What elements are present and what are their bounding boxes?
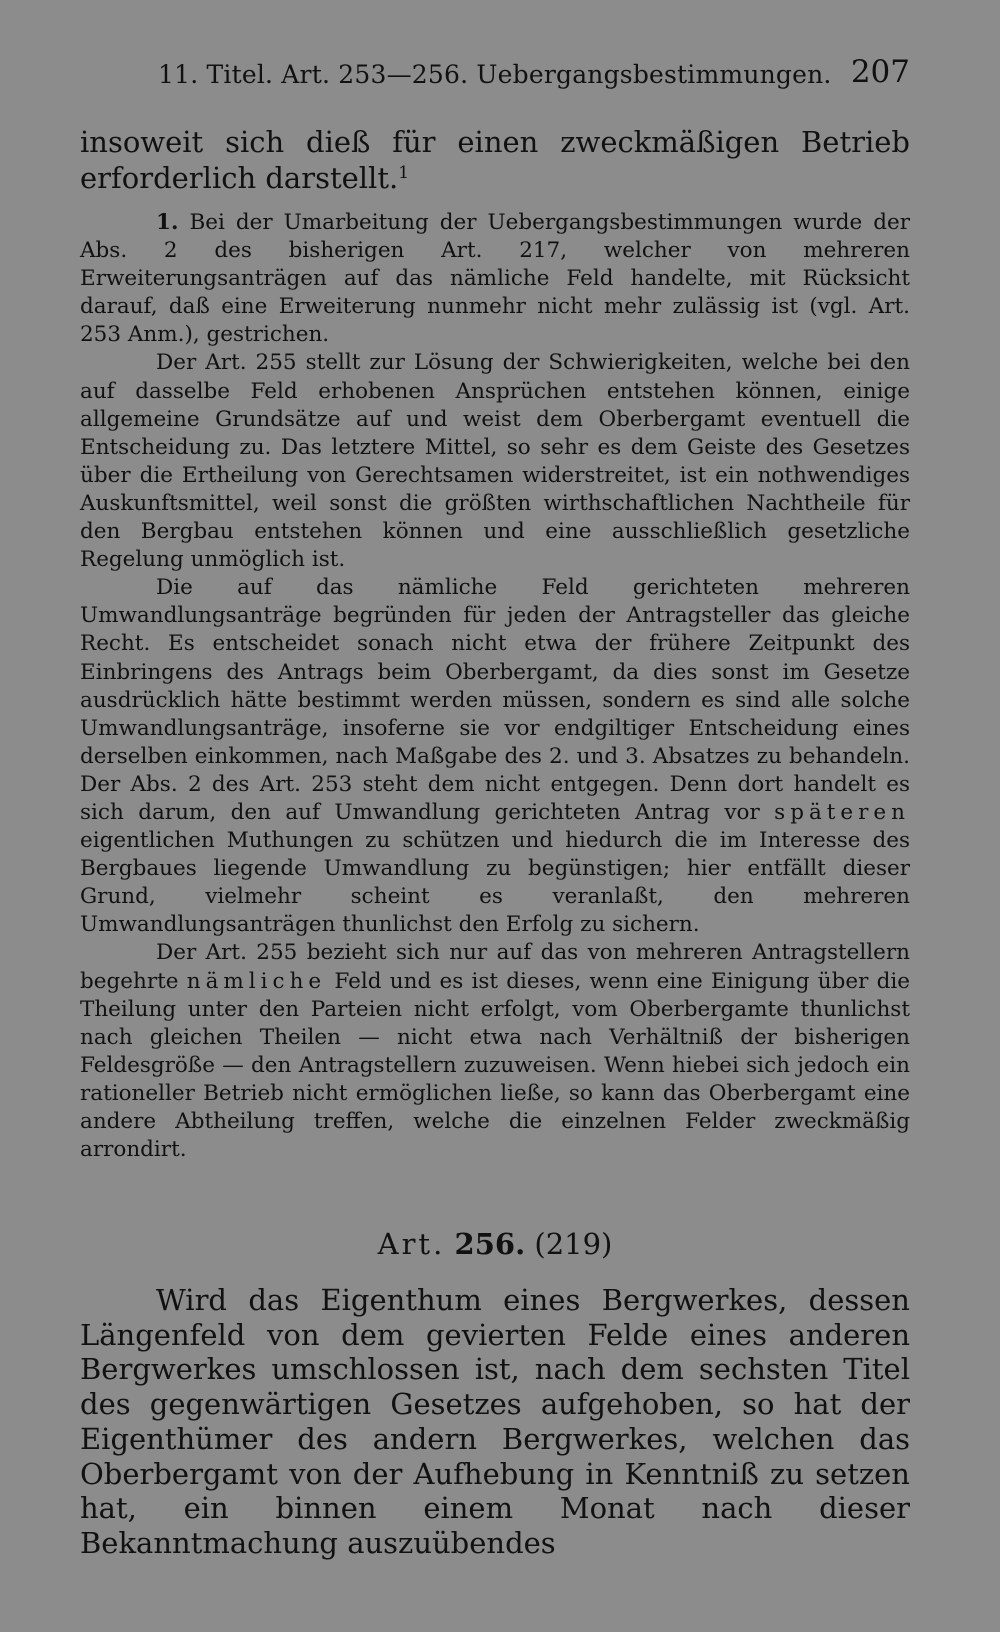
emphasized-word: nämliche — [186, 968, 327, 994]
article-paragraph: Wird das Eigenthum eines Bergwerkes, dessen Längenfeld von dem gevierten Felde eines anderen Bergwerkes umschlossen ist, nach dem sechsten Titel des gegenwärtigen Gesetzes aufgehoben, so hat der Eigenthümer des andern Bergwerkes, welchen das Oberbergamt von der Aufhebung in Kenntniß zu setzen hat, ein binnen einem Monat nach dieser Bekanntmachung auszuübendes — [80, 1283, 910, 1560]
note-paragraph — [80, 939, 910, 1164]
article-body — [80, 1283, 910, 1561]
page-number: 207 — [850, 54, 910, 90]
article-number: 256. — [454, 1227, 526, 1261]
article-reference: (219) — [534, 1227, 613, 1261]
note-paragraph — [80, 574, 910, 939]
running-head — [80, 52, 910, 92]
footnote-marker: 1 — [398, 163, 410, 183]
note-paragraph — [80, 209, 910, 349]
continued-paragraph — [80, 124, 910, 196]
article-heading — [80, 1226, 910, 1262]
note-text: Bei der Umarbeitung der Uebergangsbestimmungen wurde der Abs. 2 des bisherigen Art. 217, welcher von mehreren Erweiterungsanträgen auf das nämliche Feld handelte, mit Rücksicht darauf, daß eine Erweiterung nunmehr nicht mehr zulässig ist (vgl. Art. 253 Anm.), gestrichen. — [80, 210, 910, 348]
continued-paragraph-text: insoweit sich dieß für einen zweckmäßigen Betrieb erforderlich darstellt. — [80, 125, 910, 195]
note-text: Der Art. 255 bezieht sich nur auf das von mehreren Antragstellern begehrte — [80, 940, 910, 994]
note-number: 1. — [156, 210, 179, 235]
note-text: Feld und es ist dieses, wenn eine Einigung über die Theilung unter den Parteien nicht erfolgt, vom Oberbergamte thunlichst nach gleichen Theilen — nicht etwa nach Verhältniß der bisherigen Feldesgröße — den Antragstellern zuzuweisen. Wenn hiebei sich jedoch ein rationeller Betrieb nicht ermöglichen ließe, so kann das Oberbergamt eine andere Abtheilung treffen, welche die einzelnen Felder zweckmäßig arrondirt. — [80, 968, 911, 1163]
note-text: eigentlichen Muthungen zu schützen und hiedurch die im Interesse des Bergbaues liegende Umwandlung zu begünstigen; hier entfällt dieser Grund, vielmehr scheint es veranlaßt, den mehreren Umwandlungsanträgen thunlichst den Erfolg zu sichern. — [80, 828, 910, 938]
note-text: Die auf das nämliche Feld gerichteten mehreren Umwandlungsanträge begründen für jeden der Antragsteller das gleiche Recht. Es entscheidet sonach nicht etwa der frühere Zeitpunkt des Einbringens des Antrags beim Oberbergamt, da dies sonst im Gesetze ausdrücklich hätte bestimmt werden müssen, sondern es sind alle solche Umwandlungsanträge, insoferne sie vor endgiltiger Entscheidung eines derselben einkommen, nach Maßgabe des 2. und 3. Absatzes zu behandeln. Der Abs. 2 des Art. 253 steht dem nicht entgegen. Denn dort handelt es sich darum, den auf Umwandlung gerichteten Antrag vor — [80, 575, 910, 825]
article-label: Art. — [377, 1227, 446, 1261]
note-paragraph: Der Art. 255 stellt zur Lösung der Schwierigkeiten, welche bei den auf dasselbe Feld erhobenen Ansprüchen entstehen können, einige allgemeine Grundsätze auf und weist dem Oberbergamt eventuell die Entscheidung zu. Das letztere Mittel, so sehr es dem Geiste des Gesetzes über die Ertheilung von Gerechtsamen widerstreitet, ist ein nothwendiges Auskunftsmittel, weil sonst die größten wirthschaftlichen Nachtheile für den Bergbau entstehen können und eine ausschließlich gesetzliche Regelung unmöglich ist. — [80, 350, 910, 573]
emphasized-word: späteren — [774, 799, 910, 825]
running-head-title: 11. Titel. Art. 253—256. Uebergangsbestimmungen. — [158, 60, 832, 89]
commentary-notes — [80, 209, 910, 1164]
